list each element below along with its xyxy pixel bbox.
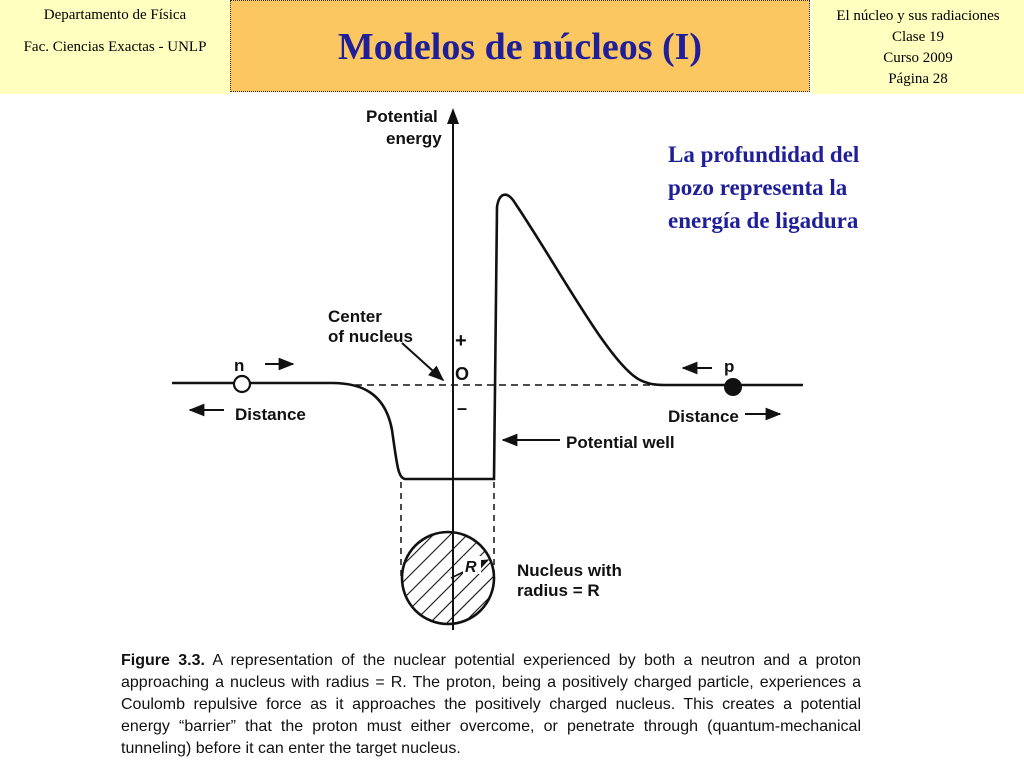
neutron-label: n — [234, 356, 245, 375]
note-line-3: energía de ligadura — [668, 208, 859, 233]
potential-well-label: Potential well — [566, 433, 675, 452]
axis-label-energy: energy — [386, 129, 442, 148]
center-label-1: Center — [328, 307, 382, 326]
nucleus-label-2: radius = R — [517, 581, 600, 600]
proton-dot — [724, 378, 742, 396]
course-year: Curso 2009 — [883, 50, 953, 66]
center-label-2: of nucleus — [328, 327, 414, 346]
class-number: Clase 19 — [891, 29, 945, 45]
radius-label: R — [465, 559, 477, 576]
center-pointer — [402, 343, 443, 380]
header-left-box — [0, 0, 230, 94]
faculty-label: Fac. Ciencias Exactas - UNLP — [23, 39, 207, 55]
note-line-1: La profundidad del — [668, 142, 860, 167]
distance-label-left: Distance — [235, 405, 306, 424]
note-line-2: pozo representa la — [668, 175, 848, 200]
axis-label-potential: Potential — [366, 107, 438, 126]
figure-caption — [121, 650, 861, 760]
department-label: Departamento de Física — [43, 7, 187, 23]
header-right-box — [812, 0, 1024, 94]
caption-label: Figure 3.3. — [121, 652, 205, 669]
page-number: Página 28 — [888, 71, 948, 87]
nucleus-label-1: Nucleus with — [517, 561, 622, 580]
neutron-circle — [234, 376, 250, 392]
distance-label-right: Distance — [668, 407, 739, 426]
title-box — [230, 0, 810, 92]
potential-curve — [172, 195, 803, 479]
proton-label: p — [724, 357, 735, 376]
energy-axis-arrow — [447, 108, 459, 124]
caption-text: A representation of the nuclear potential experienced by both a neutron and a proton approaching a nucleus with radius = R. The proton, being a positively charged particle, experiences a Coulomb repulsive force as it approaches the positively charged nucleus. This creates a potential energy “barrier” that the proton must either overcome, or penetrate through (quantum-mechanical tunneling) before it can enter the target nucleus. — [121, 652, 861, 757]
minus-sign: – — [457, 398, 468, 418]
course-name: El núcleo y sus radiaciones — [836, 8, 1000, 24]
nucleus-hatching — [400, 530, 496, 626]
plus-sign: + — [455, 330, 467, 352]
origin-label: O — [455, 364, 470, 384]
nuclear-potential-diagram — [0, 96, 1024, 648]
slide-title: Modelos de núcleos (I) — [337, 26, 703, 68]
